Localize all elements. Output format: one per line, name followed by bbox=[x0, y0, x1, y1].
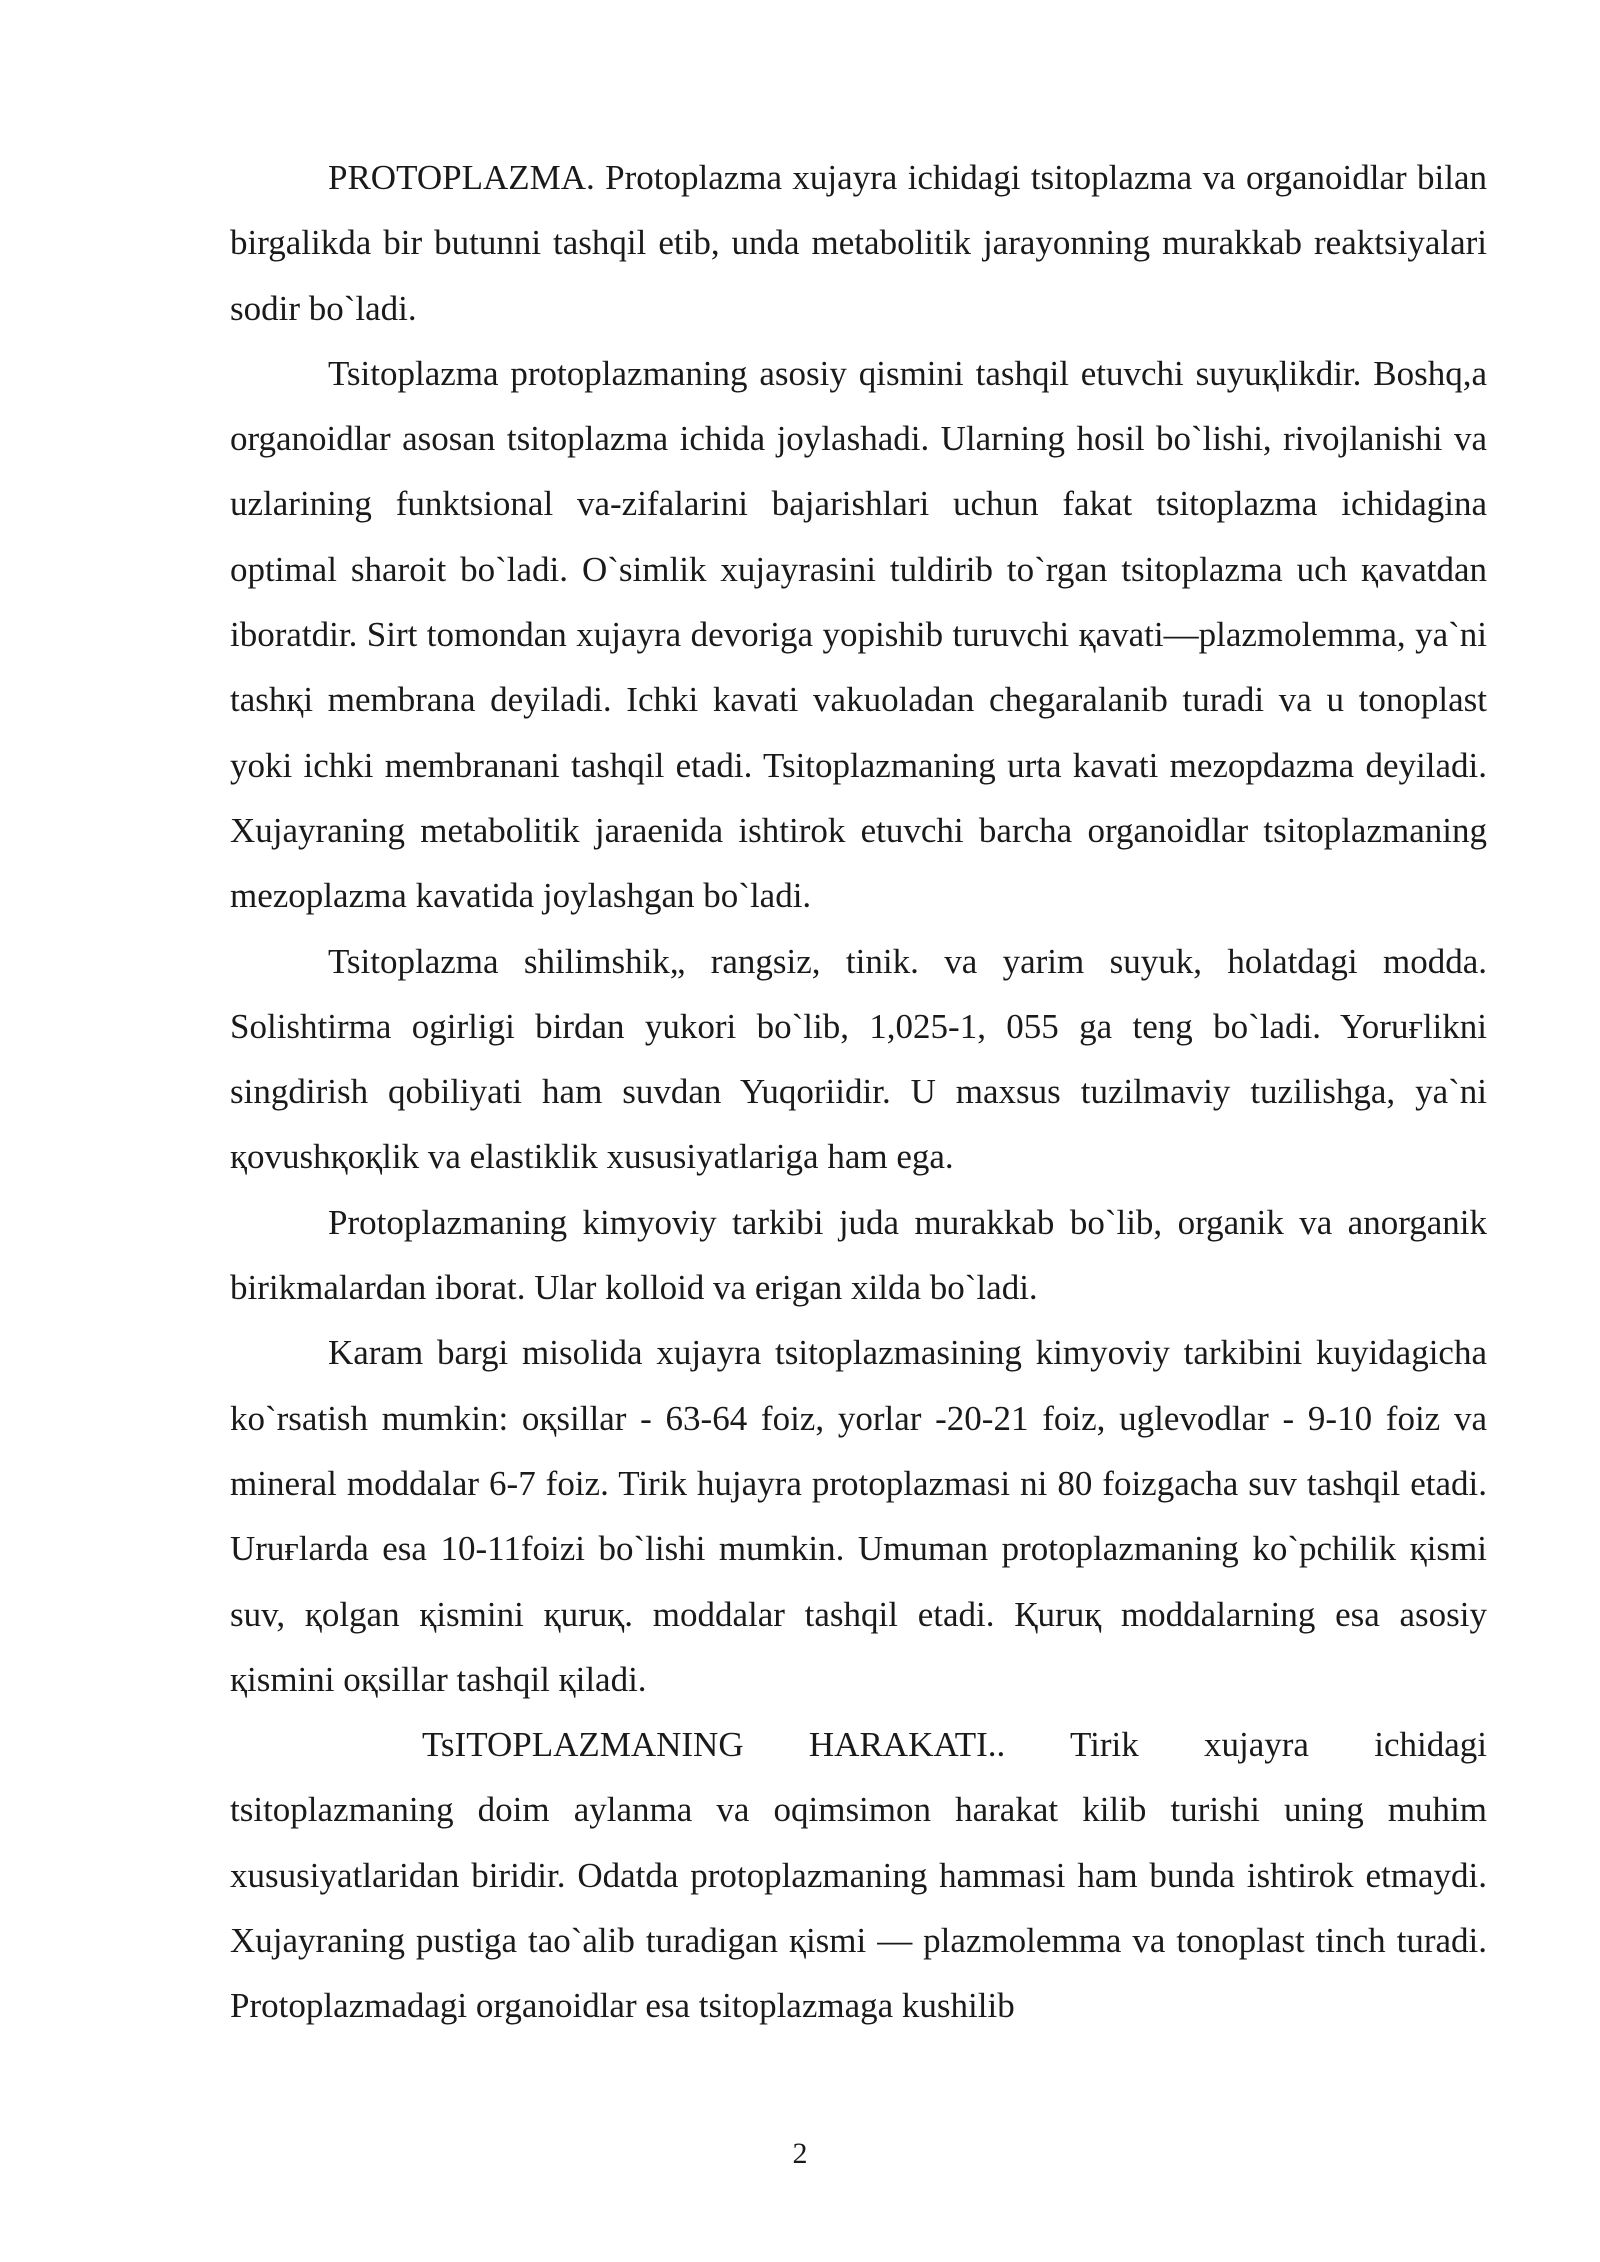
page-number: 2 bbox=[792, 2137, 808, 2170]
paragraph-protoplazma: PROTOPLAZMA. Protoplazma xujayra ichidagi tsitoplazma va organoidlar bilan birgalikda bir butunni tashqil etib, unda metabolitik jarayonning murakkab reaktsiyalari sodir bo`ladi. bbox=[230, 158, 1487, 328]
body-text bbox=[230, 145, 1487, 2039]
paragraph-tsitoplazma-properties: Tsitoplazma shilimshik„ rangsiz, tinik. va yarim suyuk, holatdagi modda. Solishtirma ogirligi birdan yukori bo`lib, 1,025-1, 055 ga teng bo`ladi. Yoruғlikni singdirish qobiliyati ham suvdan Yuqoriidir. U maxsus tuzilmaviy tuzilishga, ya`ni қovushқoқlik va elastiklik xususiyatlariga ham ega. bbox=[230, 941, 1487, 1177]
paragraph-tsitoplazma-movement: TsITOPLAZMANING HARAKATI.. Tirik xujayra ichidagi tsitoplazmaning doim aylanma va oqimsimon harakat kilib turishi uning muhim xususiyatlaridan biridir. Odatda protoplazmaning hammasi ham bunda ishtirok etmaydi. Xujayraning pustiga tao`alib turadigan қismi — plazmolemma va tonoplast tinch turadi. Protoplazmadagi organoidlar esa tsitoplazmaga kushilib bbox=[230, 1725, 1487, 2026]
paragraph-tsitoplazma-layers: Tsitoplazma protoplazmaning asosiy qismini tashqil etuvchi suyuқlikdir. Boshq,a organoidlar asosan tsitoplazma ichida joylashadi. Ularning hosil bo`lishi, rivojlanishi va uzlarining funktsional va-zifalarini bajarishlari uchun fakat tsitoplazma ichidagina optimal sharoit bo`ladi. O`simlik xujayrasini tuldirib to`rgan tsitoplazma uch қavatdan iboratdir. Sirt tomondan xujayra devoriga yopishib turuvchi қavati—plazmolemma, ya`ni tashқi membrana deyiladi. Ichki kavati vakuoladan chegaralanib turadi va u tonoplast yoki ichki membranani tashqil etadi. Tsitoplazmaning urta kavati mezopdazma deyiladi. Xujayraning metabolitik jaraenida ishtirok etuvchi barcha organoidlar tsitoplazmaning mezoplazma kavatida joylashgan bo`ladi. bbox=[230, 353, 1487, 916]
paragraph-cabbage-leaf-example: Karam bargi misolida xujayra tsitoplazmasining kimyoviy tarkibini kuyidagicha ko`rsatish mumkin: oқsillar - 63-64 foiz, yorlar -20-21 foiz, uglevodlar - 9-10 foiz va mineral moddalar 6-7 foiz. Tirik hujayra protoplazmasi ni 80 foizgacha suv tashqil etadi. Uruғlarda esa 10-11foizi bo`lishi mumkin. Umuman protoplazmaning ko`pchilik қismi suv, қolgan қismini қuruқ. moddalar tashqil etadi. Қuruқ moddalarning esa asosiy қismini oқsillar tashqil қiladi. bbox=[230, 1333, 1487, 1699]
paragraph-chemical-composition: Protoplazmaning kimyoviy tarkibi juda murakkab bo`lib, organik va anorganik birikmalardan iborat. Ular kolloid va erigan xilda bo`ladi. bbox=[230, 1202, 1487, 1308]
